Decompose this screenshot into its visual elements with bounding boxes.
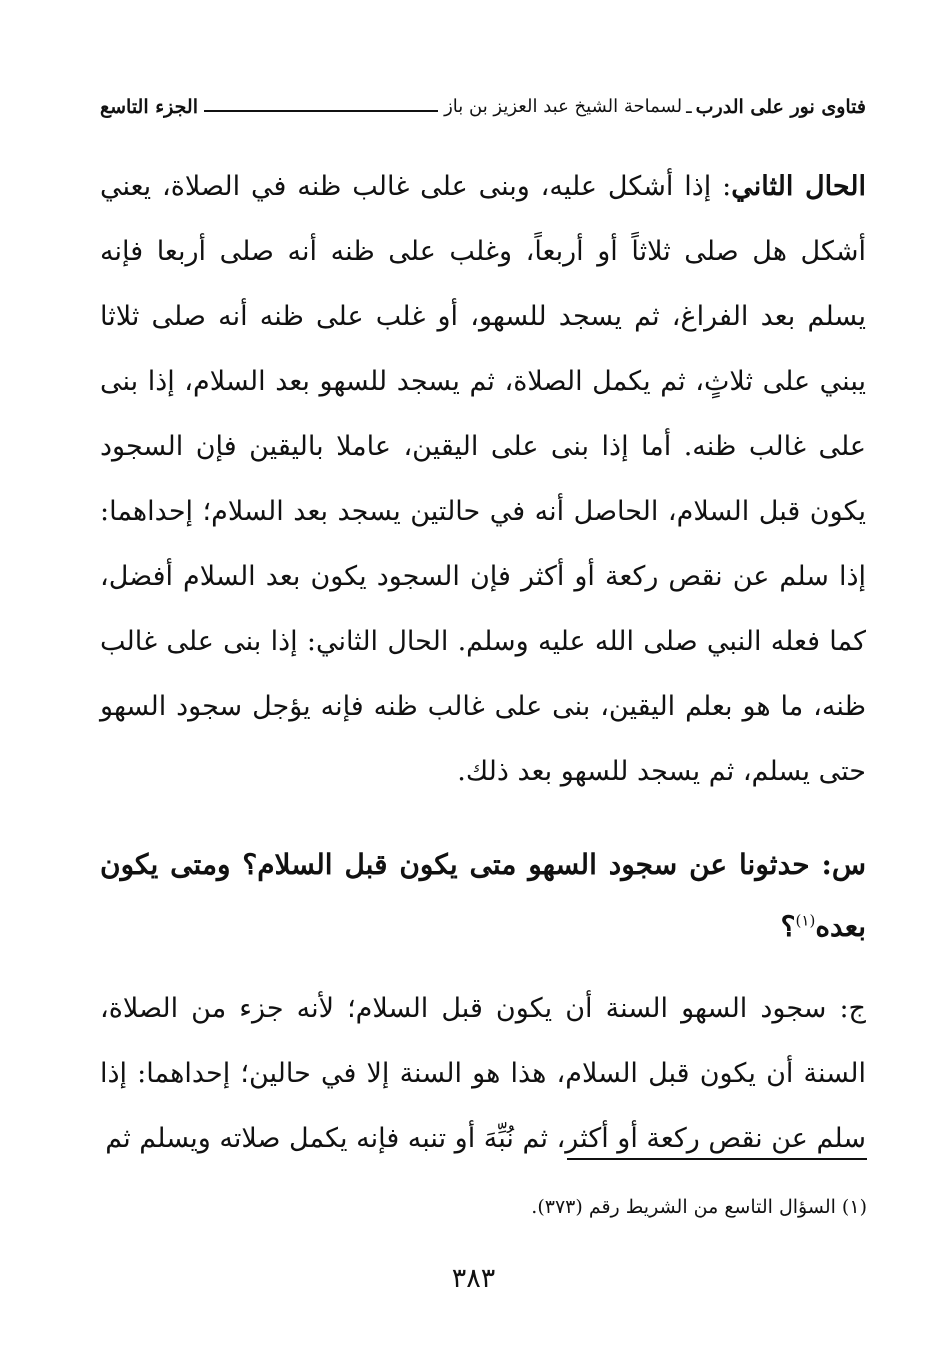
question-end: ؟ bbox=[780, 910, 796, 943]
answer-paragraph bbox=[100, 976, 866, 1171]
question-text: س: حدثونا عن سجود السهو متى يكون قبل السلام؟ ومتى يكون بعده bbox=[100, 848, 867, 943]
header-author: لسماحة الشيخ عبد العزيز بن باز bbox=[444, 96, 683, 117]
paragraph-text bbox=[100, 154, 866, 804]
paragraph-lead: الحال الثاني bbox=[731, 171, 866, 202]
footnote-divider bbox=[567, 1158, 867, 1160]
running-header bbox=[100, 92, 866, 122]
answer-text: ج: سجود السهو السنة أن يكون قبل السلام؛ لأنه جزء من الصلاة، السنة أن يكون قبل السلام، هذا هو السنة إلا في حالين؛ إحداهما: إذا سلم عن نقص ركعة أو أكثر، ثم نُبِّهَ أو تنبه فإنه يكمل صلاته ويسلم ثم bbox=[100, 993, 866, 1154]
footnote: (١) السؤال التاسع من الشريط رقم (٣٧٣). bbox=[531, 1196, 867, 1218]
paragraph-body: : إذا أشكل عليه، وبنى على غالب ظنه في الصلاة، يعني أشكل هل صلى ثلاثاً أو أربعاً، وغلب على ظنه أنه صلى أربعا فإنه يسلم بعد الفراغ، ثم يسجد للسهو، أو غلب على ظنه أنه صلى ثلاثا يبني على ثلاثٍ، ثم يكمل الصلاة، ثم يسجد للسهو بعد السلام، إذا بنى على غالب ظنه. أما إذا بنى على اليقين، عاملا باليقين فإن السجود يكون قبل السلام، الحاصل أنه في حالتين يسجد بعد السلام؛ إحداهما: إذا سلم عن نقص ركعة أو أكثر فإن السجود يكون بعد السلام أفضل، كما فعله النبي صلى الله عليه وسلم. الحال الثاني: إذا بنى على غالب ظنه، ما هو بعلم اليقين، بنى على غالب ظنه فإنه يؤجل سجود السهو حتى يسلم، ثم يسجد للسهو بعد ذلك. bbox=[100, 171, 866, 787]
page-content bbox=[100, 92, 866, 1171]
body-paragraph-1 bbox=[100, 154, 866, 804]
page-number: ٣٨٣ bbox=[451, 1263, 496, 1294]
header-rule bbox=[204, 110, 438, 112]
question-paragraph bbox=[100, 834, 866, 958]
header-separator: ـ bbox=[686, 96, 692, 118]
header-book-title: فتاوى نور على الدرب bbox=[695, 96, 866, 118]
footnote-reference[interactable]: (١) bbox=[795, 911, 816, 930]
header-volume: الجزء التاسع bbox=[100, 96, 198, 118]
